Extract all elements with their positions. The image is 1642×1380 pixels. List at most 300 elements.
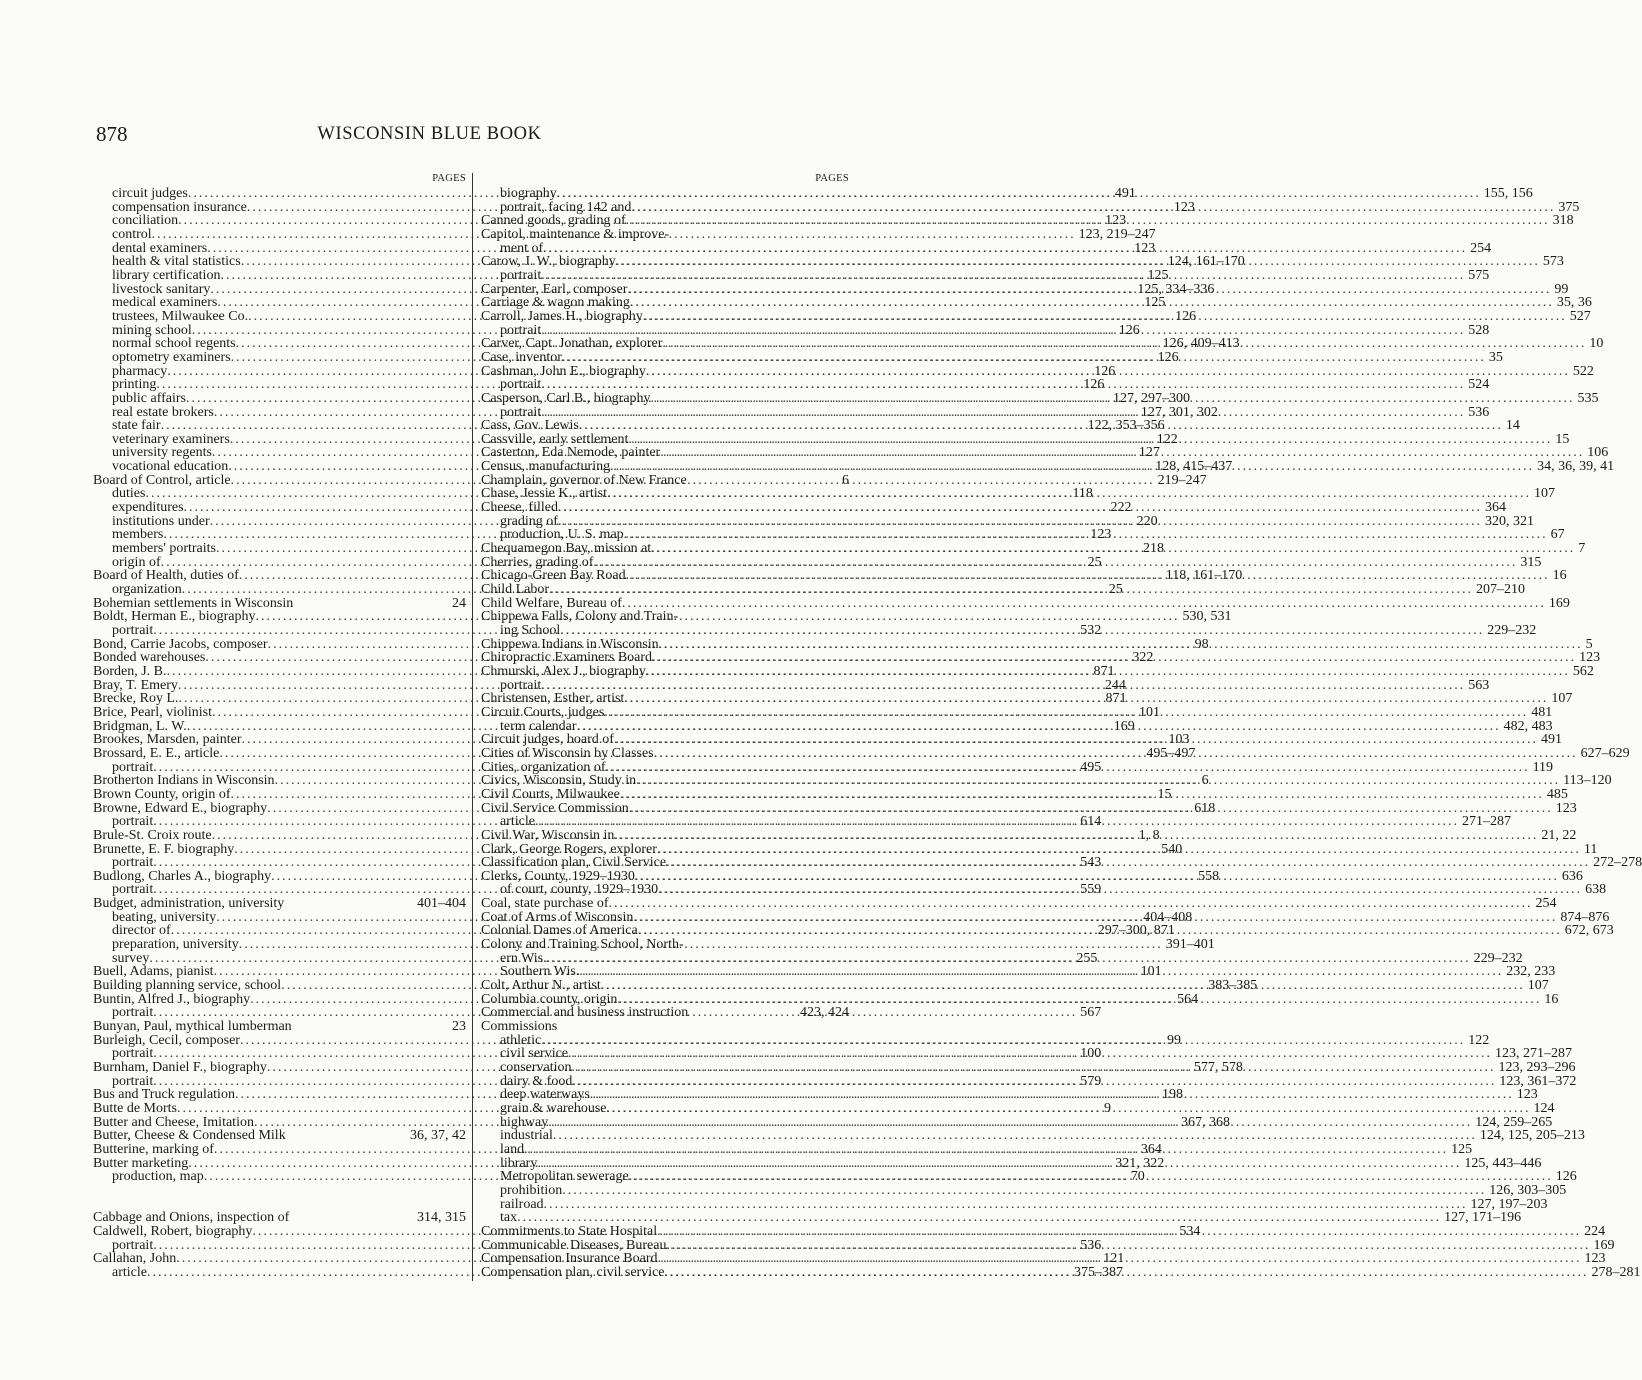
page-reference: 482, 483 <box>1503 718 1553 734</box>
page-reference: 107 <box>1551 691 1573 707</box>
dot-leader <box>293 597 449 611</box>
page-reference: 113–120 <box>1563 773 1612 789</box>
page-reference: 123, 293–296 <box>1498 1060 1576 1075</box>
entry-text: Cheese, filled <box>481 500 558 516</box>
page-reference: 563 <box>1468 677 1490 693</box>
page-reference: 255 <box>1076 950 1098 966</box>
page-reference: 124, 125, 205–213 <box>1479 1128 1585 1144</box>
entry-text: Census, manufacturing <box>481 459 611 475</box>
entry-text: institutions under <box>112 513 210 529</box>
page-reference: 491 <box>1540 732 1562 748</box>
page-reference: 98 <box>1194 636 1209 652</box>
page-reference: 67 <box>1550 527 1565 543</box>
entry-text: Carpenter, Earl, composer <box>481 281 628 297</box>
page-reference: 220 <box>1136 513 1158 529</box>
entry-text: Civil Service Commission <box>481 800 629 816</box>
entry-text: printing <box>112 377 157 393</box>
entry-text: organization <box>112 582 182 598</box>
page-reference: 871 <box>1093 663 1115 679</box>
entry-text: Civics, Wisconsin, Study in <box>481 773 637 789</box>
entry-text: Metropolitan sewerage <box>500 1169 629 1185</box>
entry-text: industrial <box>500 1128 553 1144</box>
page-reference: 495 <box>1080 759 1102 775</box>
page-reference: 70 <box>1130 1169 1145 1185</box>
blank-line <box>93 1184 466 1198</box>
entry-text: Classification plan, Civil Service <box>481 855 667 871</box>
dot-leader <box>609 897 1533 911</box>
dot-leader <box>678 610 846 624</box>
entry-text: mining school <box>112 322 192 338</box>
dot-leader <box>666 856 1590 870</box>
index-entry <box>481 938 849 952</box>
page-reference: 21, 22 <box>1541 827 1577 843</box>
page-reference: 107 <box>1533 486 1555 502</box>
dot-leader <box>630 296 1554 310</box>
entry-text: civil service <box>500 1046 569 1062</box>
entry-text: portrait <box>112 1046 154 1062</box>
page-reference: 122, 353–356 <box>1087 418 1165 434</box>
pages-column-heading: PAGES <box>432 173 466 184</box>
entry-text: Colt, Arthur N., artist <box>481 978 601 994</box>
page-reference: 534 <box>1179 1223 1201 1239</box>
page-reference: 314, 315 <box>417 1210 466 1226</box>
dot-leader <box>665 1266 1589 1280</box>
entry-text: grain & warehouse <box>500 1100 607 1116</box>
page-reference: 272–278 <box>1593 855 1642 871</box>
page-reference: 495–497 <box>1146 745 1196 761</box>
entry-text: medical examiners <box>112 295 218 311</box>
page-reference: 485 <box>1546 786 1568 802</box>
page-header <box>0 122 859 150</box>
entry-text: Cabbage and Onions, inspection of <box>93 1210 290 1226</box>
entry-text: Cherries, grading of <box>481 554 594 570</box>
entry-text: portrait <box>112 623 154 638</box>
entry-text: Building planning service, school <box>93 978 282 994</box>
entry-text: Borden, J. B. <box>93 663 167 679</box>
page-reference: 169 <box>1548 595 1570 611</box>
page-reference: 11 <box>1583 841 1598 857</box>
entry-text: article <box>500 814 535 830</box>
entry-text: biography <box>500 186 557 201</box>
entry-text: Brookes, Marsden, painter <box>93 732 242 748</box>
page-reference: 367, 368 <box>1180 1114 1230 1130</box>
entry-text: Civil Courts, Milwaukee <box>481 786 620 802</box>
dot-leader <box>557 187 1481 201</box>
entry-text: Circuit Courts, judges <box>481 704 605 720</box>
entry-text: public affairs <box>112 390 186 406</box>
page-reference: 155, 156 <box>1483 186 1533 201</box>
entry-text: Brunette, E. F. biography <box>93 841 235 857</box>
dot-leader <box>562 1184 1486 1198</box>
page-reference: 125 <box>1451 1141 1473 1157</box>
entry-text: Buell, Adams, pianist <box>93 964 214 980</box>
dot-leader <box>572 1075 1496 1089</box>
entry-text: Child Labor <box>481 582 550 598</box>
entry-text: Casperson, Carl B., biography <box>481 390 651 406</box>
page-reference: 232, 233 <box>1506 964 1556 980</box>
dot-leader <box>541 406 1465 420</box>
entry-text: library <box>500 1155 538 1171</box>
entry-text: Commitments to State Hospital <box>481 1223 658 1239</box>
entry-text: Budlong, Charles A., biography <box>93 868 272 884</box>
entry-text: portrait <box>112 1073 154 1089</box>
page-number: 878 <box>96 122 128 146</box>
page-reference: 126, 303–305 <box>1489 1182 1567 1198</box>
page-reference: 322 <box>1132 650 1154 666</box>
entry-text: Commercial and business instruction <box>481 1005 689 1021</box>
entry-text: Bridgman, L. W. <box>93 718 187 734</box>
entry-text: portrait <box>500 267 542 283</box>
index-entry <box>93 1211 466 1225</box>
dot-leader <box>658 883 1582 897</box>
entry-text: normal school regents <box>112 336 236 352</box>
entry-text: Christensen, Esther, artist <box>481 691 625 707</box>
dot-leader <box>688 1006 797 1020</box>
page-reference: 100 <box>1080 1046 1102 1062</box>
page-reference: 16 <box>1552 568 1567 584</box>
index-entry <box>481 474 849 488</box>
entry-text: Communicable Diseases, Bureau <box>481 1237 667 1253</box>
entry-text: Carver, Capt. Jonathan, explorer <box>481 336 663 352</box>
entry-text: state fair <box>112 418 161 434</box>
entry-text: Child Welfare, Bureau of <box>481 595 622 611</box>
entry-text: Commissions <box>481 1019 558 1035</box>
page-reference: 101 <box>1138 704 1160 720</box>
entry-text: tax <box>500 1210 518 1226</box>
page-reference: 491 <box>1114 186 1136 201</box>
dot-leader <box>622 597 1546 611</box>
entry-text: Civil War, Wisconsin in <box>481 827 615 843</box>
entry-text: Brossard, E. E., article <box>93 745 220 761</box>
page-reference: 107 <box>1527 978 1549 994</box>
page-reference: 123 <box>1173 199 1195 215</box>
entry-text: Brecke, Roy L. <box>93 691 179 707</box>
page-reference: 123 <box>1584 1251 1606 1267</box>
page-reference: 15 <box>1157 786 1172 802</box>
page-reference: 271–287 <box>1461 814 1511 830</box>
dot-leader <box>617 993 1541 1007</box>
dot-leader <box>652 651 1576 665</box>
page-reference: 101 <box>1140 964 1162 980</box>
page-reference: 121 <box>1103 1251 1125 1267</box>
page-reference: 124, 161–170 <box>1167 254 1245 270</box>
dot-leader <box>646 365 1570 379</box>
dot-leader <box>558 501 1482 515</box>
entry-text: Colonial Dames of America <box>481 923 638 939</box>
dot-leader <box>558 515 1482 529</box>
page-reference: 6 <box>842 472 849 488</box>
dot-leader <box>620 788 1544 802</box>
page-reference: 118 <box>1072 486 1093 502</box>
entry-text: Capitol, maintenance & improve- <box>481 226 670 242</box>
index-entry <box>481 1100 1555 1116</box>
dot-leader <box>636 774 1560 788</box>
index-entry <box>481 595 1570 611</box>
page-reference: 127 <box>1138 445 1160 461</box>
entry-text: portrait <box>112 882 154 898</box>
page-reference: 567 <box>1080 1005 1102 1021</box>
page-reference: 219–247 <box>1157 472 1207 488</box>
entry-text: Butterine, marking of <box>93 1141 214 1157</box>
page-reference: 99 <box>1554 281 1569 297</box>
page-reference: 672, 673 <box>1564 923 1614 939</box>
entry-text: Brule-St. Croix route <box>93 827 212 843</box>
entry-text: ing School <box>500 623 561 638</box>
entry-text: veterinary examiners <box>112 431 230 447</box>
entry-text: highway <box>500 1114 549 1130</box>
entry-text: Carroll, James H., biography <box>481 308 643 324</box>
entry-text: university regents <box>112 445 212 461</box>
page-reference: 34, 36, 39, 41 <box>1537 459 1615 475</box>
dot-leader <box>286 1129 407 1143</box>
dot-leader <box>543 242 1467 256</box>
entry-text: Bonded warehouses <box>93 650 206 666</box>
entry-text: Bond, Carrie Jacobs, composer <box>93 636 268 652</box>
page-reference: 575 <box>1468 267 1490 283</box>
dot-leader <box>535 815 1459 829</box>
entry-text: Coat of Arms of Wisconsin <box>481 909 634 925</box>
pages-column-heading: PAGES <box>815 173 849 184</box>
entry-text: Budget, administration, university <box>93 896 285 912</box>
entry-text: duties <box>112 486 146 502</box>
page-reference: 126 <box>1083 377 1105 393</box>
entry-text: optometry examiners <box>112 349 231 365</box>
page-reference: 1, 8 <box>1138 827 1160 843</box>
dot-leader <box>541 378 1465 392</box>
page-reference: 15 <box>1555 431 1570 447</box>
page-reference: 99 <box>1166 1032 1181 1048</box>
entry-text: vocational education <box>112 459 229 475</box>
entry-text: Circuit judges, board of <box>481 732 614 748</box>
dot-leader <box>572 1061 1496 1075</box>
dot-leader <box>524 1143 1448 1157</box>
entry-text: Clerks, County, 1929–1930 <box>481 868 635 884</box>
dot-leader <box>548 1116 1472 1130</box>
entry-text: dairy & food <box>500 1073 573 1089</box>
page-reference: 127, 301, 302 <box>1140 404 1218 420</box>
entry-text: members <box>112 527 164 543</box>
entry-text: Board of Control, article <box>93 472 231 488</box>
dot-leader <box>614 829 1538 843</box>
page-reference: 244 <box>1104 677 1126 693</box>
page-reference: 36, 37, 42 <box>410 1128 466 1144</box>
page-reference: 123 <box>1555 800 1577 816</box>
dot-leader <box>541 324 1465 338</box>
page-reference: 229–232 <box>1473 950 1523 966</box>
entry-text: Chicago-Green Bay Road <box>481 568 626 584</box>
entry-text: Cashman, John E., biography <box>481 363 646 379</box>
entry-text: Board of Health, duties of <box>93 568 239 584</box>
page-reference: 383–385 <box>1208 978 1258 994</box>
page-reference: 527 <box>1569 308 1591 324</box>
page-reference: 169 <box>1593 1237 1615 1253</box>
column-divider <box>472 173 473 1281</box>
dot-leader <box>638 924 1562 938</box>
entry-text: Casterton, Eda Nemode, painter <box>481 445 661 461</box>
dot-leader <box>626 214 1550 228</box>
page-reference: 125 <box>1147 267 1169 283</box>
entry-text: livestock sanitary <box>112 281 211 297</box>
dot-leader <box>590 1088 1514 1102</box>
entry-text: control <box>112 226 152 242</box>
dot-leader <box>553 1129 1477 1143</box>
page-reference: 315 <box>1520 554 1542 570</box>
page-reference: 126 <box>1157 349 1179 365</box>
page-reference: 125, 334–336 <box>1137 281 1215 297</box>
index-entry <box>93 1020 466 1034</box>
page-reference: 103 <box>1168 732 1190 748</box>
dot-leader <box>616 255 1540 269</box>
page-reference: 254 <box>1470 240 1492 256</box>
page-reference: 126 <box>1555 1169 1577 1185</box>
entry-text: pharmacy <box>112 363 168 379</box>
page-reference: 123 <box>1134 240 1156 256</box>
dot-leader <box>629 802 1553 816</box>
entry-text: conciliation <box>112 213 179 229</box>
page-reference: 106 <box>1587 445 1609 461</box>
index-entry <box>481 1182 1567 1198</box>
entry-text: portrait <box>112 1005 154 1021</box>
dot-leader <box>624 692 1548 706</box>
entry-text: Cities of Wisconsin by Classes <box>481 745 654 761</box>
page-reference: 127, 297–300 <box>1113 390 1190 406</box>
index-entry <box>481 1128 1585 1144</box>
page-reference: 123, 361–372 <box>1499 1073 1577 1089</box>
entry-text: circuit judges <box>112 186 188 201</box>
dot-leader <box>579 965 1503 979</box>
dot-leader <box>517 1211 1441 1225</box>
page-reference: 636 <box>1561 868 1583 884</box>
page-reference: 123, 271–287 <box>1495 1046 1573 1062</box>
entry-text: of court, county, 1929–1930 <box>500 882 659 898</box>
entry-text: Bunyan, Paul, mythical lumberman <box>93 1019 292 1035</box>
entry-text: Columbia county, origin <box>481 991 618 1007</box>
dot-leader <box>651 392 1575 406</box>
page-reference: 25 <box>1087 554 1102 570</box>
dot-leader <box>607 487 1531 501</box>
dot-leader <box>635 870 1559 884</box>
entry-text: Butter marketing <box>93 1155 189 1171</box>
entry-text: Chippewa Indians in Wisconsin <box>481 636 659 652</box>
entry-text: portrait, facing 142 and <box>500 199 632 215</box>
entry-text: portrait <box>500 404 542 420</box>
page-reference: 614 <box>1080 814 1102 830</box>
entry-text: ern Wis. <box>500 950 547 966</box>
page-reference: 404–408 <box>1143 909 1193 925</box>
dot-leader <box>624 528 1548 542</box>
dot-leader <box>651 542 1575 556</box>
page-reference: 577, 578 <box>1193 1060 1243 1075</box>
page-reference: 5 <box>1585 636 1593 652</box>
page-reference: 321, 322 <box>1115 1155 1165 1171</box>
entry-text: Chmurski, Alex J., biography <box>481 663 646 679</box>
dot-leader <box>646 665 1570 679</box>
page-reference: 375–387 <box>1073 1264 1123 1280</box>
index-entry <box>481 228 849 242</box>
dot-leader <box>628 433 1552 447</box>
entry-text: Compensation plan, civil service <box>481 1264 665 1280</box>
entry-text: Burleigh, Cecil, composer <box>93 1032 240 1048</box>
entry-text: Bus and Truck regulation <box>93 1087 235 1103</box>
entry-text: Chiropractic Examiners Board <box>481 650 653 666</box>
page-reference: 318 <box>1552 213 1574 229</box>
dot-leader <box>593 556 1517 570</box>
index-entry <box>481 1210 1522 1226</box>
dot-leader <box>284 897 414 911</box>
page-reference: 364 <box>1140 1141 1162 1157</box>
entry-text: deep waterways <box>500 1087 590 1103</box>
page-reference: 218 <box>1143 541 1164 557</box>
page-reference: 579 <box>1080 1073 1102 1089</box>
entry-text: survey <box>112 950 150 966</box>
entry-text: trustees, Milwaukee Co. <box>112 308 249 324</box>
entry-text: article <box>112 1264 147 1280</box>
entry-text: Brown County, origin of <box>93 786 231 802</box>
dot-leader <box>289 1211 414 1225</box>
page-reference: 536 <box>1080 1237 1102 1253</box>
page-reference: 573 <box>1542 254 1564 270</box>
page-reference: 401–404 <box>417 896 466 912</box>
entry-text: Caldwell, Robert, biography <box>93 1223 253 1239</box>
entry-text: Compensation Insurance Board <box>481 1251 658 1267</box>
page-reference: 207–210 <box>1476 582 1526 598</box>
entry-text: beating, university <box>112 909 217 925</box>
entry-text: athletic <box>500 1032 542 1048</box>
dot-leader <box>604 706 1528 720</box>
entry-text: Browne, Edward E., biography <box>93 800 268 816</box>
page-reference: 535 <box>1577 390 1599 406</box>
entry-text: conservation <box>500 1060 572 1075</box>
page-reference: 16 <box>1544 991 1559 1007</box>
entry-text: Chase, Jessie K., artist <box>481 486 607 502</box>
entry-text: Colony and Training School, North- <box>481 937 684 953</box>
index-entry <box>93 897 466 911</box>
page-reference: 7 <box>1578 541 1586 557</box>
entry-text: Buntin, Alfred J., biography <box>93 991 251 1007</box>
dot-leader <box>601 979 1525 993</box>
entry-text: preparation, university <box>112 937 239 953</box>
entry-text: portrait <box>500 377 542 393</box>
dot-leader <box>610 460 1534 474</box>
dot-leader <box>549 583 1473 597</box>
page-reference: 564 <box>1177 991 1199 1007</box>
page-reference: 423, 424 <box>800 1005 849 1021</box>
index-entry <box>93 597 466 611</box>
page-reference: 532 <box>1080 623 1102 638</box>
page-reference: 364 <box>1484 500 1506 516</box>
index-entry <box>481 1020 849 1034</box>
page-reference: 14 <box>1505 418 1520 434</box>
entry-text: members' portraits <box>112 541 216 557</box>
page-reference: 124, 259–265 <box>1475 1114 1553 1130</box>
dot-leader <box>658 1252 1582 1266</box>
page-reference: 558 <box>1198 868 1220 884</box>
page-reference: 524 <box>1468 377 1490 393</box>
index-entry <box>481 610 849 624</box>
dot-leader <box>606 761 1530 775</box>
page-reference: 23 <box>452 1019 466 1035</box>
entry-text: railroad <box>500 1196 544 1212</box>
entry-text: Chequamegon Bay, mission at <box>481 541 652 557</box>
entry-text: expenditures <box>112 500 184 516</box>
dot-leader <box>562 351 1486 365</box>
page-reference: 522 <box>1572 363 1594 379</box>
dot-leader <box>557 1020 846 1034</box>
entry-text: compensation insurance <box>112 199 247 215</box>
page-reference: 229–232 <box>1487 623 1537 638</box>
dot-leader <box>292 1020 449 1034</box>
dot-leader <box>568 1047 1492 1061</box>
